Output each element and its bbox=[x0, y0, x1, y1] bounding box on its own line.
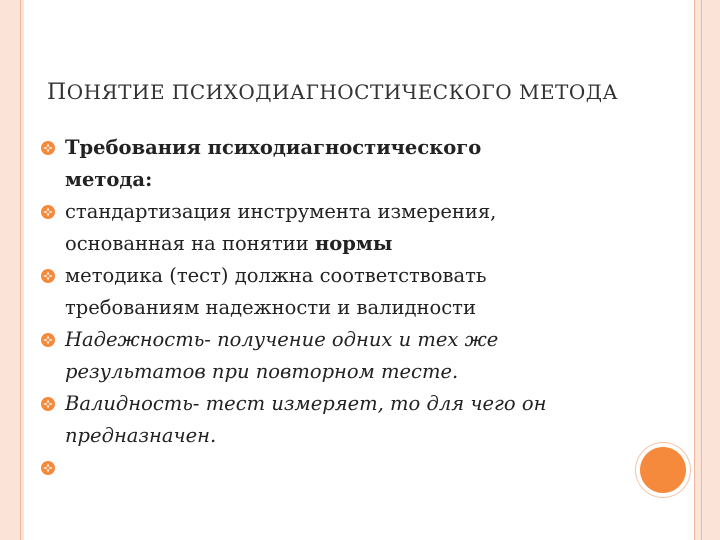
item-5-line-1: Валидность- тест измеряет, то для чего он bbox=[65, 392, 547, 415]
left-decorative-border bbox=[0, 0, 24, 540]
flower-bullet-icon bbox=[40, 204, 56, 220]
flower-bullet-icon bbox=[40, 268, 56, 284]
title-rest: ОНЯТИЕ ПСИХОДИАГНОСТИЧЕСКОГО МЕТОДА bbox=[66, 80, 619, 104]
flower-bullet-icon bbox=[40, 140, 56, 156]
title-first-letter: П bbox=[47, 80, 67, 105]
item-4-line-2: результатов при повторном тесте. bbox=[65, 360, 459, 383]
slide-title bbox=[47, 80, 618, 105]
item-3-line-2: требованиям надежности и валидности bbox=[65, 296, 476, 319]
item-5-line-2: предназначен. bbox=[65, 424, 217, 447]
list-item bbox=[40, 196, 660, 260]
list-item bbox=[40, 132, 660, 196]
flower-bullet-icon bbox=[40, 332, 56, 348]
item-1-line-1: Требования психодиагностического bbox=[65, 136, 482, 159]
item-4-line-1: Надежность- получение одних и тех же bbox=[65, 328, 499, 351]
flower-bullet-icon bbox=[40, 396, 56, 412]
right-decorative-border bbox=[694, 0, 720, 540]
flower-bullet-icon bbox=[40, 460, 56, 476]
list-item bbox=[40, 260, 660, 324]
list-item bbox=[40, 452, 660, 484]
item-2-bold-term: нормы bbox=[314, 232, 393, 255]
item-6-empty bbox=[65, 452, 660, 484]
item-1-line-2: метода: bbox=[65, 168, 153, 191]
item-2-line-1: стандартизация инструмента измерения, bbox=[65, 200, 497, 223]
list-item bbox=[40, 324, 660, 388]
list-item bbox=[40, 388, 660, 452]
item-3-line-1: методика (тест) должна соответствовать bbox=[65, 264, 487, 287]
item-2-line-2-text: основанная на понятии bbox=[65, 232, 315, 255]
bullet-list bbox=[40, 132, 660, 484]
item-2-line-2 bbox=[65, 228, 660, 260]
